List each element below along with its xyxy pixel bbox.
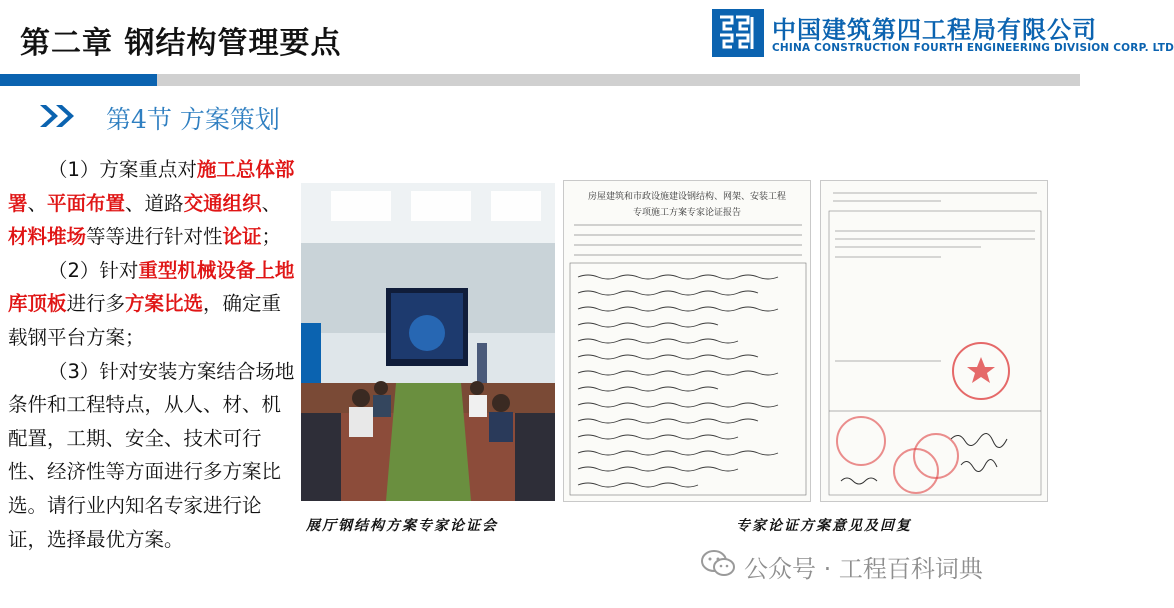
company-name-cn: 中国建筑第四工程局有限公司 xyxy=(772,16,1097,44)
highlight-run: 施工总体部署 xyxy=(8,158,295,215)
text-run: 进行多 xyxy=(66,292,126,316)
text-run: （1）方案重点对 xyxy=(48,158,197,181)
header-divider-bar xyxy=(157,74,1080,86)
text-run: ； xyxy=(261,225,282,249)
text-run: （2）针对 xyxy=(48,258,139,282)
document-title-line-2: 专项施工方案专家论证报告 xyxy=(632,208,741,218)
double-chevron-icon xyxy=(38,103,82,129)
text-run: 、道路 xyxy=(125,191,184,215)
text-run: 等等进行针对性 xyxy=(86,225,223,249)
text-run: 、 xyxy=(261,191,282,215)
highlight-run: 材料堆场 xyxy=(8,225,87,249)
body-text xyxy=(8,153,298,556)
body-paragraph-1 xyxy=(8,153,298,254)
highlight-run: 平面布置 xyxy=(47,191,126,215)
body-paragraph-3: （3）针对安装方案结合场地条件和工程特点，从人、材、机配置，工期、安全、技术可行性、经济性等方面进行多方案比选。请行业内知名专家进行论证，选择最优方案。 xyxy=(8,359,295,551)
slide-title: 第二章 钢结构管理要点 xyxy=(20,26,342,61)
photo-caption: 展厅钢结构方案专家论证会 xyxy=(306,518,498,534)
highlight-run: 重型机械设备上地库顶板 xyxy=(8,258,295,316)
section-title: 第4节 方案策划 xyxy=(106,105,280,134)
slide-header xyxy=(0,0,1174,74)
highlight-run: 论证 xyxy=(222,225,262,249)
document-title-line-1: 房屋建筑和市政设施建设钢结构、网架、安装工程 xyxy=(587,192,786,202)
text-run: 、 xyxy=(27,191,48,215)
highlight-run: 方案比选 xyxy=(125,292,204,316)
expert-report-document-image xyxy=(563,180,811,502)
header-accent-bar xyxy=(0,74,157,86)
expert-opinion-document-image xyxy=(820,180,1048,502)
watermark-text: 公众号 · 工程百科词典 xyxy=(744,555,983,583)
wechat-icon xyxy=(700,549,736,579)
text-run: ，确定重载钢平台方案； xyxy=(8,292,282,349)
meeting-photo xyxy=(301,183,555,501)
body-paragraph-2 xyxy=(8,254,298,355)
highlight-run: 交通组织 xyxy=(183,191,262,215)
cscec-logo-icon xyxy=(712,9,764,57)
document-caption: 专家论证方案意见及回复 xyxy=(736,518,912,534)
company-name-en: CHINA CONSTRUCTION FOURTH ENGINEERING DIVISION CORP. LTD xyxy=(772,42,1174,54)
